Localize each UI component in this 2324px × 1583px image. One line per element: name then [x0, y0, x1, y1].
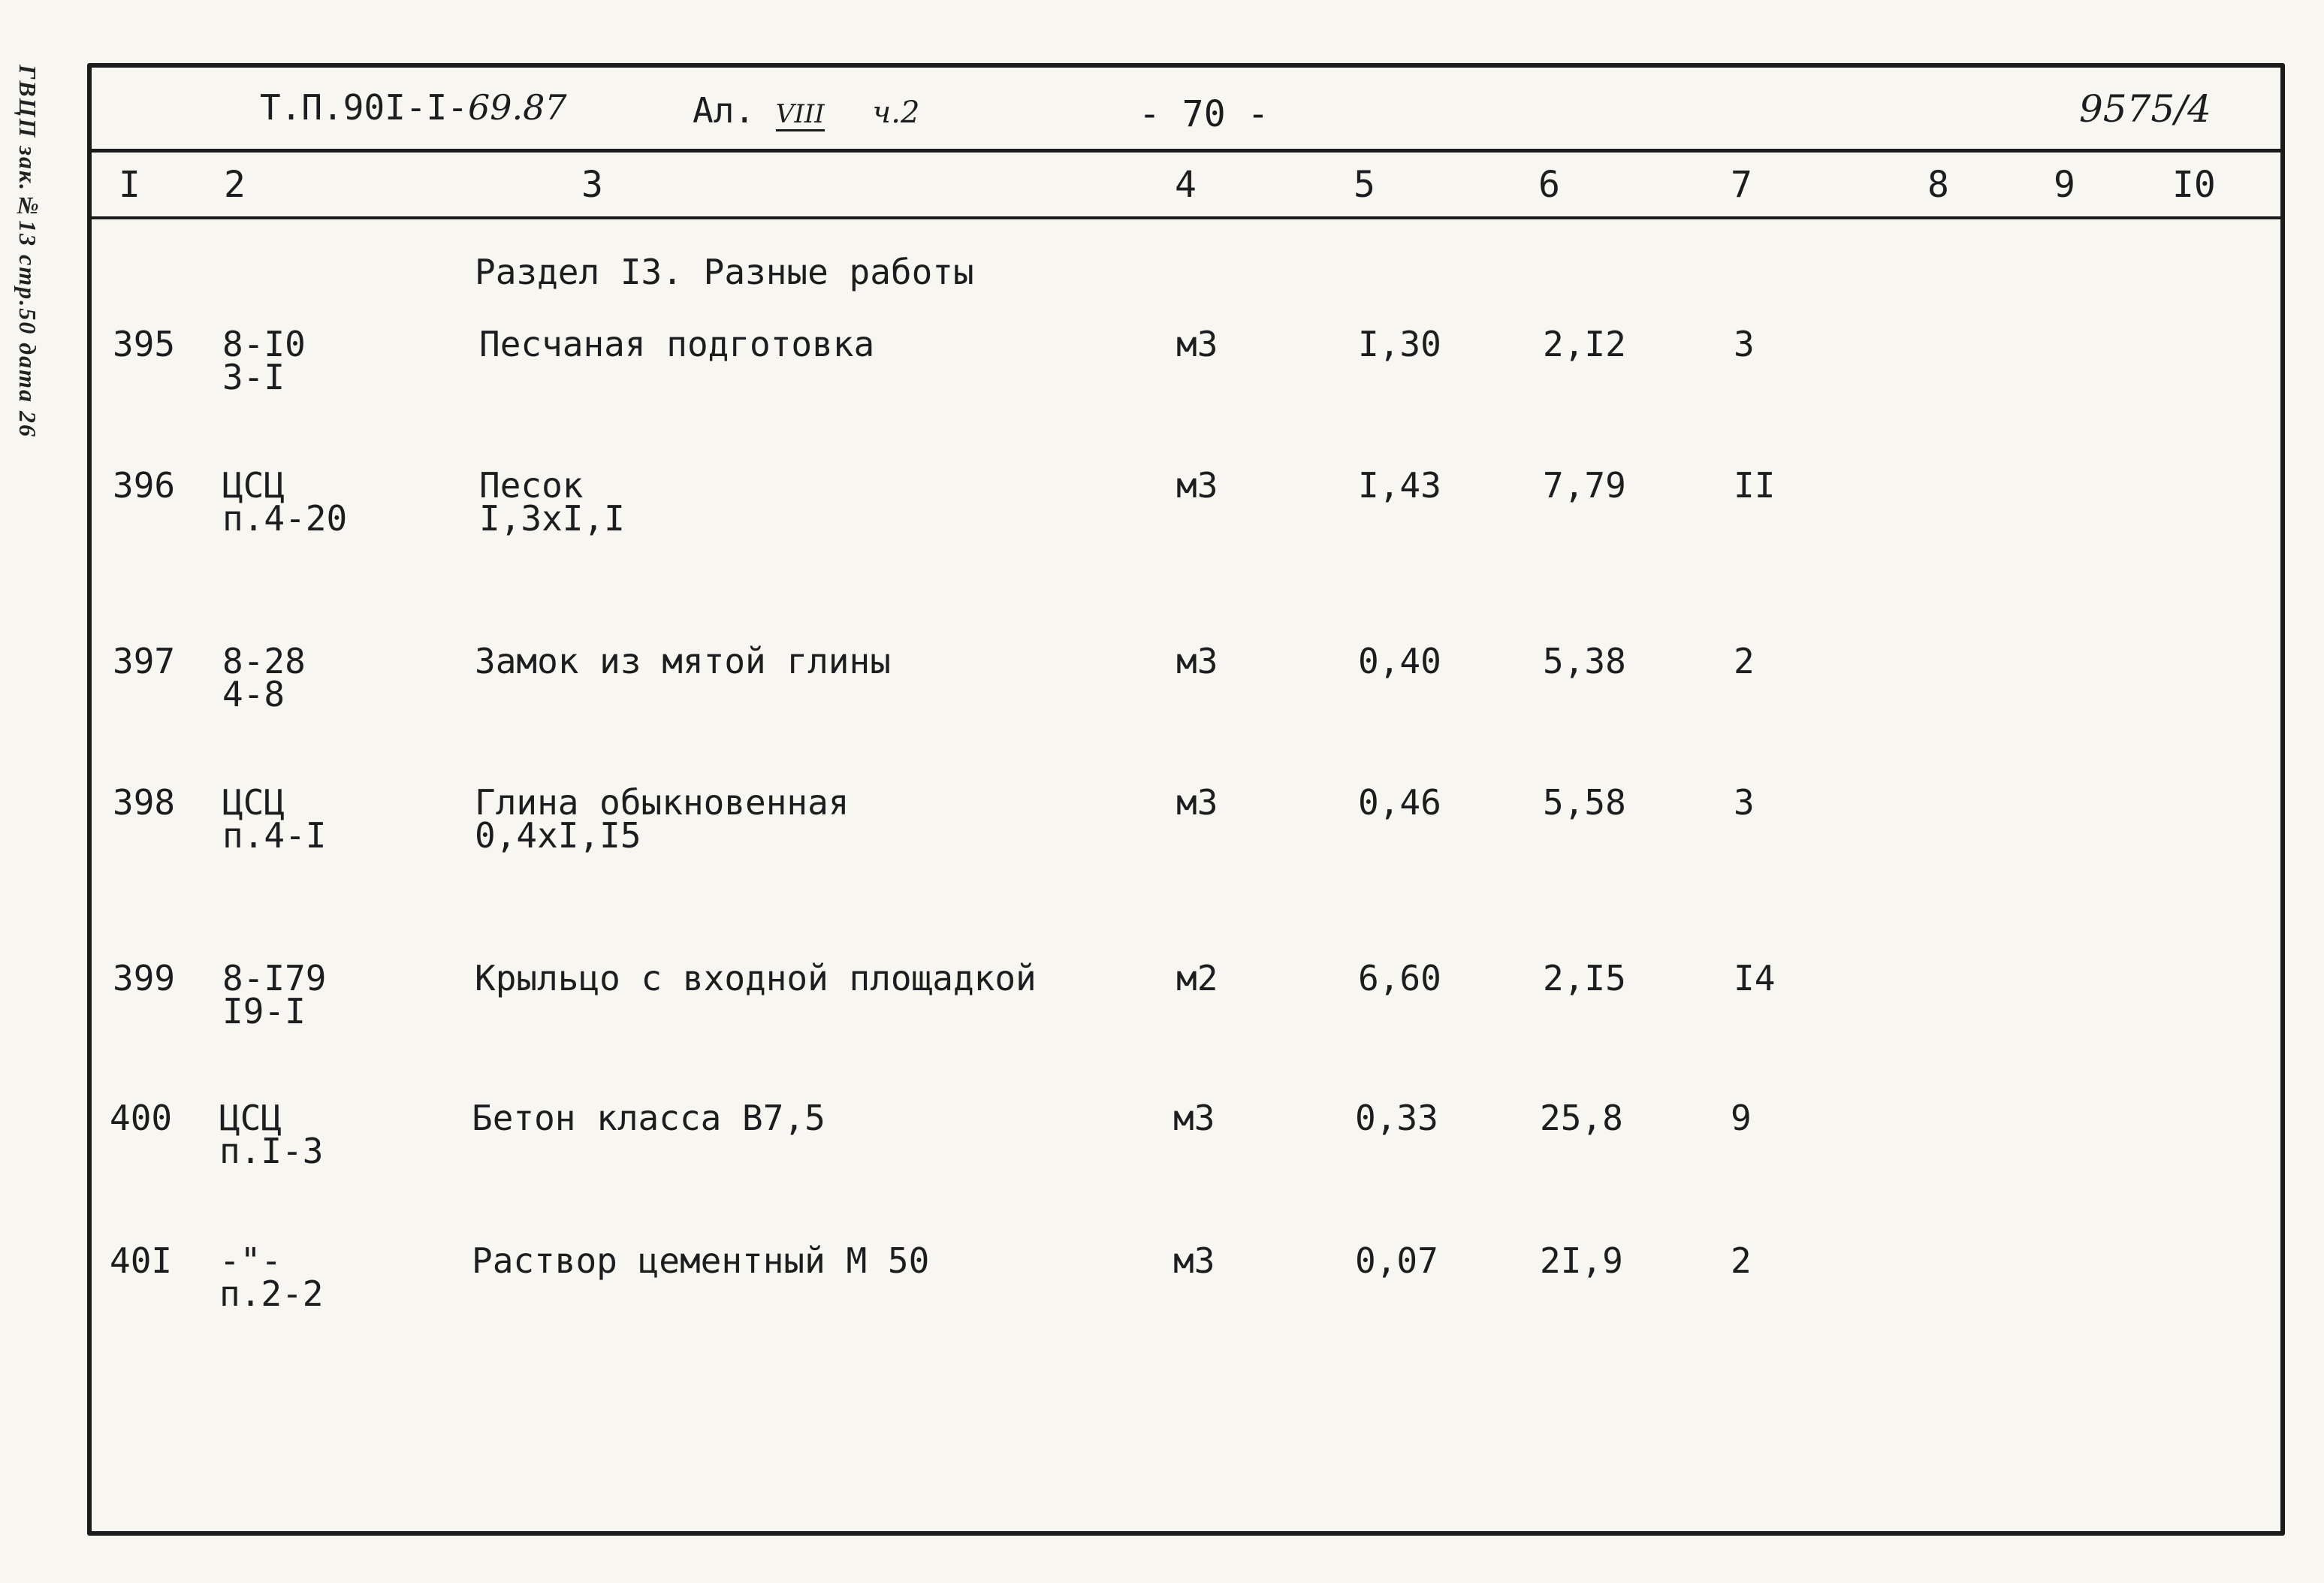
- col6-value: 2,I2: [1543, 324, 1626, 364]
- work-name: Песок: [479, 465, 584, 506]
- work-name-detail: 0,4xI,I5: [475, 815, 641, 856]
- column-number: I: [119, 164, 140, 206]
- norm-code-sub: п.I-3: [219, 1131, 324, 1171]
- document-code: [260, 87, 567, 128]
- norm-code-sub: I9-I: [222, 991, 306, 1032]
- row-number: 396: [113, 465, 176, 506]
- page-number: - 70 -: [1139, 93, 1269, 135]
- norm-code-sub: 3-I: [222, 357, 285, 397]
- norm-code: 8-I79: [222, 958, 327, 998]
- col7-value: I4: [1734, 958, 1776, 998]
- unit: м3: [1176, 465, 1218, 506]
- sheet-number: 9575/4: [2079, 87, 2211, 131]
- row-number: 40I: [110, 1240, 173, 1281]
- work-name: Песчаная подготовка: [479, 324, 875, 364]
- norm-code: ЦСЦ: [222, 782, 285, 823]
- album-label: Ал.: [693, 90, 756, 131]
- norm-code-sub: 4-8: [222, 674, 285, 714]
- col5-value: I,30: [1358, 324, 1441, 364]
- norm-code-sub: п.4-20: [222, 498, 348, 539]
- work-name: Крыльцо с входной площадкой: [475, 958, 1037, 998]
- row-number: 397: [113, 641, 176, 681]
- work-name: Раствор цементный М 50: [472, 1240, 930, 1281]
- work-name: Бетон класса В7,5: [472, 1098, 825, 1138]
- col5-value: 0,46: [1358, 782, 1441, 823]
- column-number: I0: [2172, 164, 2216, 206]
- unit: м3: [1176, 641, 1218, 681]
- album-ref: [693, 90, 919, 131]
- col7-value: 3: [1734, 782, 1755, 823]
- code-handwritten: 69.87: [467, 87, 567, 128]
- unit: м2: [1176, 958, 1218, 998]
- norm-code: -"-: [219, 1240, 282, 1281]
- work-name-detail: I,3xI,I: [479, 498, 625, 539]
- work-name: Глина обыкновенная: [475, 782, 850, 823]
- norm-code: 8-28: [222, 641, 306, 681]
- col5-value: 0,07: [1355, 1240, 1438, 1281]
- column-number: 5: [1354, 164, 1375, 206]
- col6-value: 2I,9: [1540, 1240, 1623, 1281]
- row-number: 398: [113, 782, 176, 823]
- row-number: 400: [110, 1098, 173, 1138]
- norm-code-sub: п.4-I: [222, 815, 327, 856]
- col7-value: II: [1734, 465, 1776, 506]
- col5-value: 0,33: [1355, 1098, 1438, 1138]
- col6-value: 2,I5: [1543, 958, 1626, 998]
- column-number: 2: [224, 164, 246, 206]
- col7-value: 2: [1731, 1240, 1752, 1281]
- column-number: 9: [2054, 164, 2075, 206]
- norm-code: 8-I0: [222, 324, 306, 364]
- col7-value: 9: [1731, 1098, 1752, 1138]
- unit: м3: [1173, 1240, 1215, 1281]
- code-prefix: Т.П.90I-I-: [260, 87, 468, 128]
- norm-code: ЦСЦ: [222, 465, 285, 506]
- column-header-rule: [92, 216, 2280, 219]
- album-number: VIII: [776, 99, 825, 131]
- header-rule: [92, 149, 2280, 153]
- norm-code-sub: п.2-2: [219, 1273, 324, 1314]
- row-number: 399: [113, 958, 176, 998]
- row-number: 395: [113, 324, 176, 364]
- column-number: 3: [581, 164, 603, 206]
- column-number: 4: [1175, 164, 1197, 206]
- work-name: Замок из мятой глины: [475, 641, 891, 681]
- col6-value: 7,79: [1543, 465, 1626, 506]
- col5-value: 0,40: [1358, 641, 1441, 681]
- unit: м3: [1176, 782, 1218, 823]
- col6-value: 25,8: [1540, 1098, 1623, 1138]
- norm-code: ЦСЦ: [219, 1098, 282, 1138]
- col7-value: 3: [1734, 324, 1755, 364]
- unit: м3: [1173, 1098, 1215, 1138]
- column-number: 6: [1538, 164, 1560, 206]
- col7-value: 2: [1734, 641, 1755, 681]
- section-title: Раздел I3. Разные работы: [475, 252, 974, 292]
- col6-value: 5,38: [1543, 641, 1626, 681]
- col6-value: 5,58: [1543, 782, 1626, 823]
- margin-stamp: ГВЦП зак.№13 стр.50 дата 26: [14, 65, 41, 439]
- column-number: 8: [1927, 164, 1949, 206]
- part-number: ч.2: [872, 95, 920, 130]
- column-number: 7: [1731, 164, 1752, 206]
- document-frame: [87, 63, 2285, 1536]
- col5-value: 6,60: [1358, 958, 1441, 998]
- unit: м3: [1176, 324, 1218, 364]
- col5-value: I,43: [1358, 465, 1441, 506]
